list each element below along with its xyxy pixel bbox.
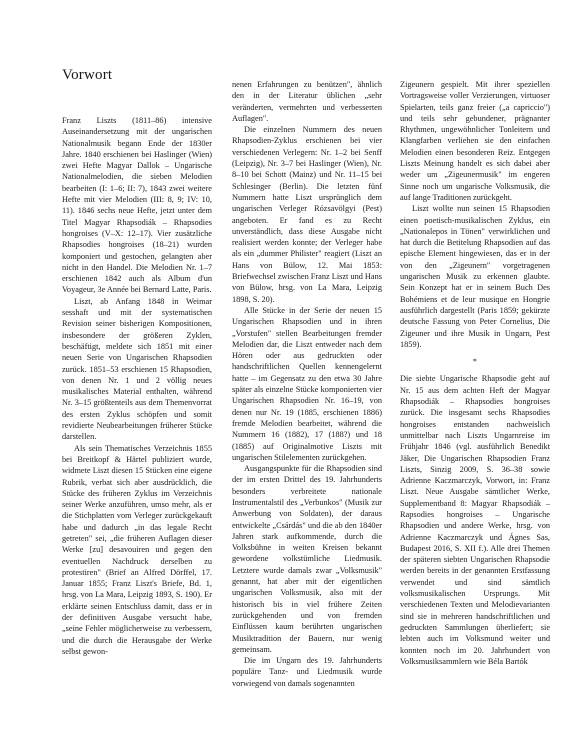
paragraph: Die im Ungarn des 19. Jahrhunderts populäre Tanz- und Liedmusik wurde vorwiegend von damals sogenannten [232, 656, 382, 688]
paragraph: Ausgangspunkte für die Rhapsodien sind der im ersten Drittel des 19. Jahrhunderts besonders verbreitete nationale Instrumentalstil des „Verbunkos" (Musik zur Anwerbung von Soldaten), der daraus entwickelte „Csárdás" und die ab den 1840er Jahren stark aufkommende, durch die Volksbühne in weiten Kreisen bekannt gewordene volkstümliche Liedmusik. Letztere wurde damals zwar „Volksmusik" genannt, hat aber mit der eigentlichen ungarischen Volksmusik, also mit der historisch bis in viel frühere Zeiten zurückgehenden und von fremden Einflüssen kaum berührten ungarischen Musiktradition der Bauern, nur wenig gemeinsam. [232, 464, 382, 654]
page-title: Vorwort [62, 67, 113, 83]
text-column-3 [400, 79, 550, 667]
paragraph: Als sein Thematisches Verzeichnis 1855 bei Breitkopf & Härtel publiziert wurde, widmete Liszt diesen 15 Stücken eine eigene Rubrik, verbat sich aber ausdrücklich, die Stücke des früheren Zyklus im Verzeichnis seiner Werke anzuführen, umso mehr, als er die Stichplatten vom Verleger zurückgekauft habe und dadurch „in das legale Recht getreten" sei, „die früheren Auflagen dieser Werke [zu] desavouiren und gegen den eventuellen Nachdruck derselben zu protestiren" (Brief an Alfred Dörffel, 17. Januar 1855; Franz Liszt's Briefe, Bd. 1, hrsg. von La Mara, Leipzig 1893, S. 190). Er erklärte seinen Entschluss damit, dass er in der definitiven Ausgabe versucht habe, „seine Fehler möglicherweise zu verbessern, und die durch die Herausgabe der Werke selbst gewon- [62, 443, 212, 656]
paragraph: nenen Erfahrungen zu benützen", ähnlich den in der Literatur üblichen „sehr veränderten, vermehrten und verbesserten Auflagen". [232, 80, 382, 123]
paragraph: Liszt, ab Anfang 1848 in Weimar sesshaft und mit der systematischen Revision seiner bisherigen Kompositionen, insbesondere der größeren Zyklen, beschäftigt, meldete sich 1851 mit einer neuen Serie von Ungarischen Rhapsodien zurück. 1851–53 erschienen 15 Rhapsodien, von denen Nr. 1 und 2 völlig neues musikalisches Material enthalten, während Nr. 3–15 größtenteils aus dem Themenvorrat des ersten Zyklus schöpfen und somit revidierte Neubearbeitungen früherer Stücke darstellen. [62, 296, 212, 442]
paragraph: Die siebte Ungarische Rhapsodie geht auf Nr. 15 aus dem achten Heft der Magyar Rhapsodiák – Rhapsodies hongroises zurück. Die insgesamt sechs Rhapsodies hongroises entstanden nachweislich unmittelbar nach Liszts Ungarnreise im Frühjahr 1846 (vgl. ausführlich Benedikt Jäker, Die Ungarischen Rhapsodien Franz Liszts, Sinzig 2009, S. 36–38 sowie Adrienne Kaczmarczyk, Vorwort, in: Franz Liszt. Neue Ausgabe sämtlicher Werke, Supplementband 8: Magyar Rhapsodiák – Rapsodies hongroises – Ungarische Rhapsodien und andere Werke, hrsg. von Adrienne Kaczmarczyk und Ágnes Sas, Budapest 2016, S. XII f.). Alle drei Themen der späteren siebten Ungarischen Rhapsodie werden bereits in der genannten Erstfassung verwendet und sind sämtlich volksmusikalischen Ursprungs. Mit verschiedenen Texten und Melodievarianten sind sie in mehreren handschriftlichen und gedruckten Sammlungen überliefert; sie lebten auch im Volksmund weiter und konnten noch im 20. Jahrhundert von Volksmusiksammlern wie Béla Bartók [400, 374, 550, 666]
paragraph: Alle Stücke in der Serie der neuen 15 Ungarischen Rhapsodien und in ihren „Vorstufen" stellen Bearbeitungen fremder Melodien dar, die Liszt entweder nach dem Hören oder aus gedruckten oder handschriftlichen Quellen kennengelernt hatte – im Gegensatz zu den etwa 30 Jahre später als einzelne Stücke komponierten vier Ungarischen Rhapsodien Nr. 16–19, von denen nur Nr. 19 (1885, erschienen 1886) fremde Melodien bearbeitet, während die Nummern 16 (1882), 17 (188?) und 18 (1885) auf Originalmotive Liszts mit ungarischen Stilelementen zurückgehen. [232, 305, 382, 462]
section-separator: * [472, 357, 478, 367]
text-column-1 [62, 115, 212, 657]
paragraph: Zigeunern gespielt. Mit ihrer speziellen Vortragsweise voller Verzierungen, virtuoser Spielarten, teils ganz freier („a capriccio") und teils sehr gebundener, prägnanter Rhythmen, ungewöhnlicher Tonleitern und Klangfarben verliehen sie den einfachen Melodien einen besonderen Reiz. Entgegen Liszts Meinung handelt es sich dabei aber weder um „Zigeunermusik" im engeren Sinne noch um ungarische Volksmusik, die auf lange Traditionen zurückgeht. [400, 80, 550, 202]
paragraph: Liszt wollte nun seinen 15 Rhapsodien einen poetisch-musikalischen Zyklus, ein „Nationalepos in Tönen" verwirklichen und hat durch die Betitelung Rhapsodien auf das epische Element hingewiesen, das er in der von den „Zigeunern" vorgetragenen ungarischen Musik zu erkennen glaubte. Sein Konzept hat er in seinem Buch Des Bohémiens et de leur musique en Hongrie ausführlich dargestellt (Paris 1859; gekürzte deutsche Fassung von Peter Cornelius, Die Zigeuner und ihre Musik in Ungarn, Pest 1859). [400, 204, 550, 349]
text-column-2 [232, 79, 382, 689]
paragraph: Die einzelnen Nummern des neuen Rhapsodien-Zyklus erschienen bei vier verschiedenen Verlegern: Nr. 1–2 bei Senff (Leipzig), Nr. 3–7 bei Haslinger (Wien), Nr. 8–10 bei Schott (Mainz) und Nr. 11–15 bei Schlesinger (Berlin). Die letzten fünf Nummern hatte Liszt ursprünglich dem ungarischen Verleger Rózsavölgyi (Pest) angeboten. Er fand es zu Recht unverständlich, dass diese Ausgabe nicht realisiert werden konnte; der Verleger habe als ein „dummer Philister" reagiert (Liszt an Hans von Bülow, 12. Mai 1853: Briefwechsel zwischen Franz Liszt und Hans von Bülow, hrsg. von La Mara, Leipzig 1898, S. 20). [232, 125, 382, 304]
paragraph: Franz Liszts (1811–86) intensive Auseinandersetzung mit der ungarischen Nationalmusik begann Ende der 1830er Jahre. 1840 erschienen bei Haslinger (Wien) zwei Hefte Magyar Dallok – Ungarische Nationalmelodien, die sieben Melodien bearbeiten (I: 1–6; II: 7), 1843 zwei weitere Hefte mit vier Melodien (III: 8, 9; IV: 10, 11). 1846 sechs neue Hefte, jetzt unter dem Titel Magyar Rhapsodiák – Rhapsodies hongroises (V–X: 12–17). Vier zusätzliche Rhapsodies hongroises (18–21) wurden komponiert und gestochen, gelangten aber nicht in den Handel. Die Melodien Nr. 1–7 erschienen 1842 auch als Album d'un Voyageur, 3e Année bei Bernard Latte, Paris. [62, 116, 212, 295]
